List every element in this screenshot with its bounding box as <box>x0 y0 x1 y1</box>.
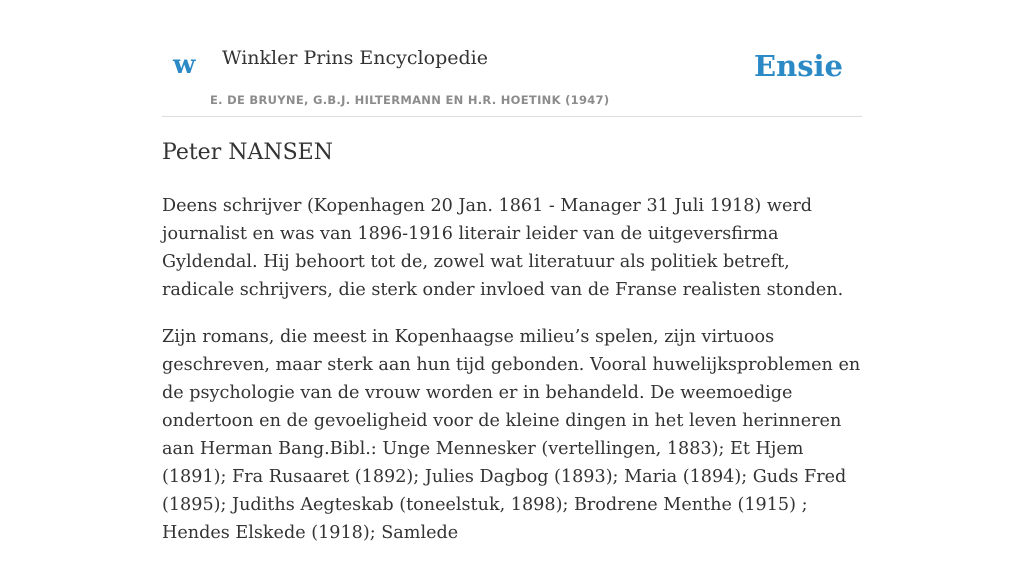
entry-title: Peter NANSEN <box>162 140 333 165</box>
encyclopedia-title[interactable]: Winkler Prins Encyclopedie <box>222 47 488 69</box>
site-header <box>162 30 862 117</box>
entry-paragraph: Deens schrijver (Kopenhagen 20 Jan. 1861 - Manager 31 Juli 1918) werd journalist en was van 1896-1916 literair leider van de uitgeversfirma Gyldendal. Hij behoort tot de, zowel wat literatuur als politiek betreft, radicale schrijvers, die sterk onder invloed van de Franse realisten stonden. <box>162 196 844 300</box>
encyclopedia-authors: E. DE BRUYNE, G.B.J. HILTERMANN EN H.R. HOETINK (1947) <box>210 93 610 107</box>
entry-body <box>162 192 862 566</box>
entry-paragraph: Zijn romans, die meest in Kopenhaagse milieu’s spelen, zijn virtuoos geschreven, maar sterk aan hun tijd gebonden. Vooral huwelijksproblemen en de psychologie van de vrouw worden er in behandeld. De weemoedige ondertoon en de gevoeligheid voor de kleine dingen in het leven herinneren aan Herman Bang.Bibl.: Unge Mennesker (vertellingen, 1883); Et Hjem (1891); Fra Rusaaret (1892); Julies Dagbog (1893); Maria (1894); Guds Fred (1895); Judiths Aegteskab (toneelstuk, 1898); Brodrene Menthe (1915) ; Hendes Elskede (1918); Samlede <box>162 327 861 543</box>
ensie-logo[interactable]: Ensie <box>754 49 843 83</box>
winkler-prins-logo[interactable]: w <box>173 50 196 80</box>
